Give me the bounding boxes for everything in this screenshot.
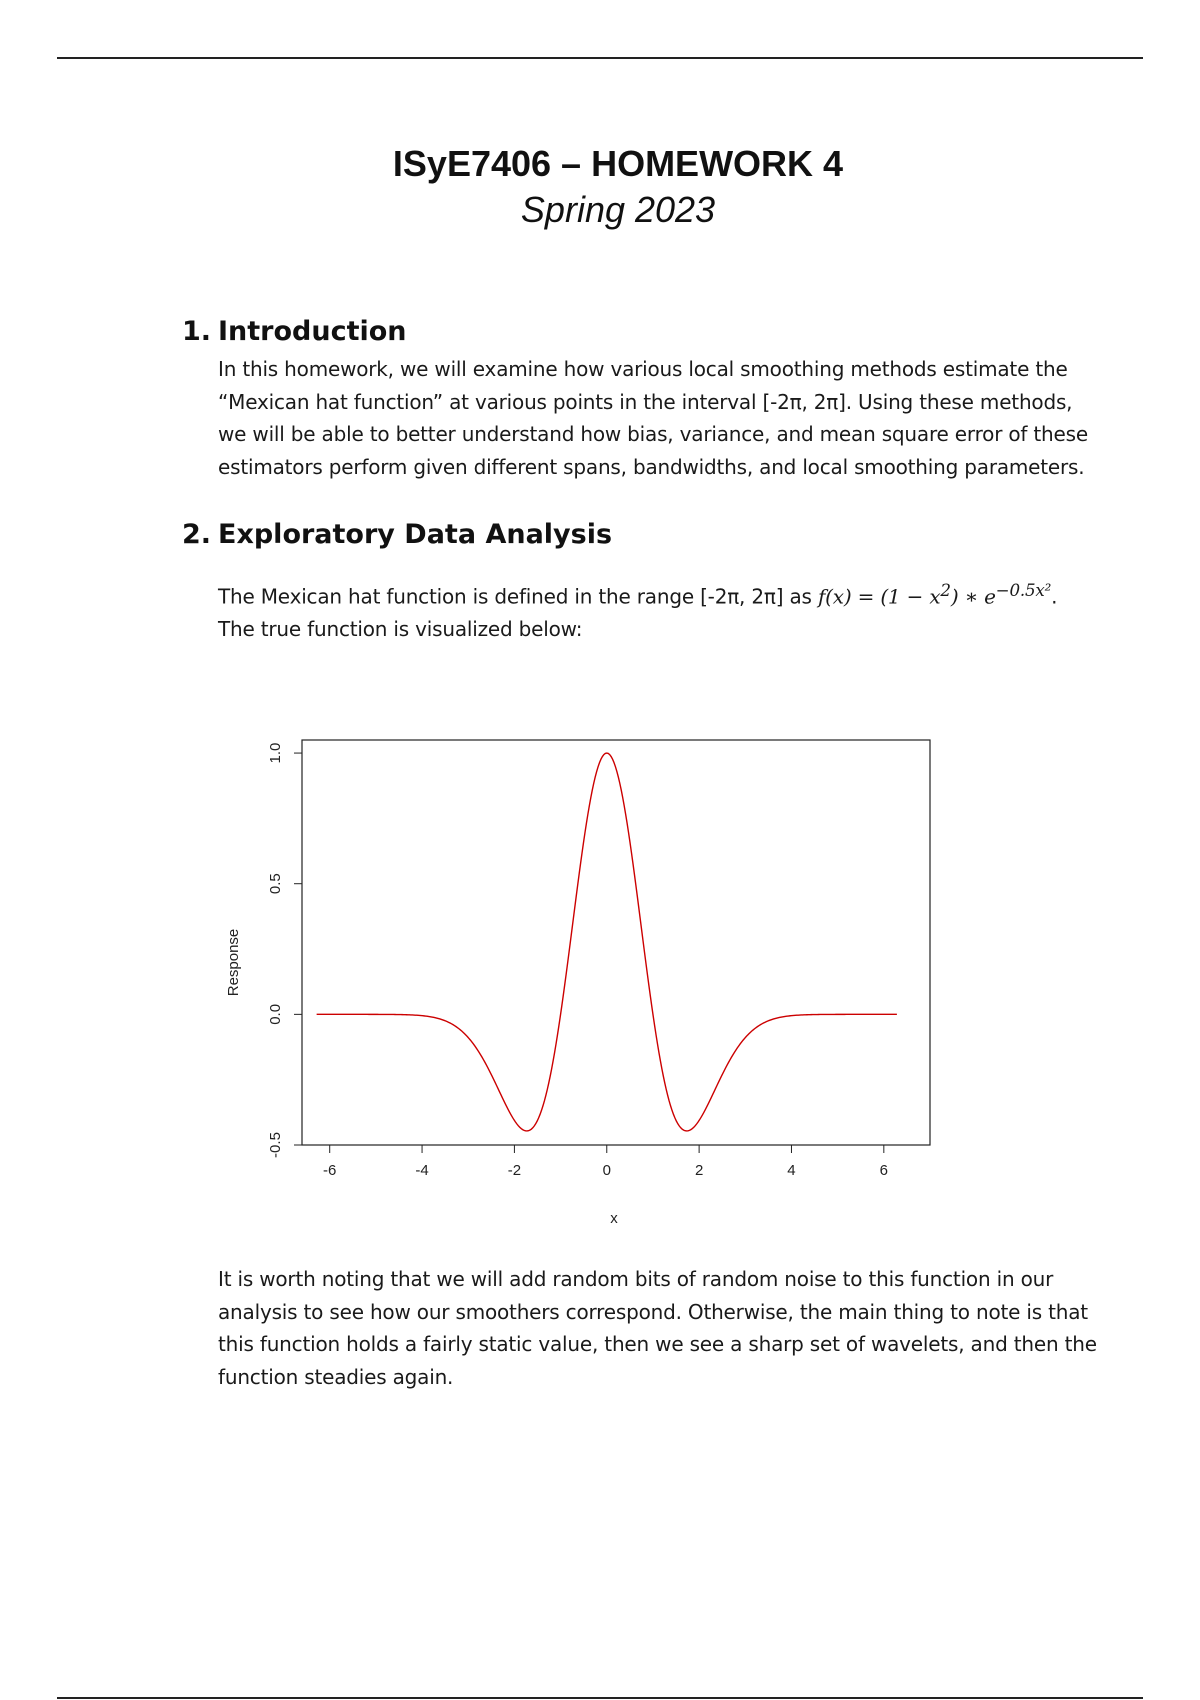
chart-svg	[210, 725, 950, 1245]
x-tick-label: 2	[694, 1162, 704, 1179]
y-tick-label: -0.5	[267, 1132, 284, 1158]
section-title: Introduction	[218, 316, 407, 347]
document-subtitle: Spring 2023	[520, 189, 716, 230]
introduction-paragraph	[218, 353, 1118, 483]
formula-prefix-text: The Mexican hat function is defined in the range [-2π, 2π] as	[218, 584, 818, 609]
eda-intro-paragraph	[218, 575, 1118, 646]
paragraph-line: this function holds a fairly static value, then we see a sharp set of wavelets, and then the	[218, 1332, 1097, 1356]
formula-square: 2	[940, 581, 951, 600]
formula-mid: (1 − x	[880, 584, 941, 609]
x-tick-label: -4	[415, 1162, 429, 1179]
paragraph-line: analysis to see how our smoothers correspond. Otherwise, the main thing to note is that	[218, 1299, 1088, 1324]
paragraph-line: we will be able to better understand how bias, variance, and mean square error of these	[218, 422, 1088, 446]
bottom-rule	[57, 1697, 1143, 1699]
y-tick-label: 0.0	[267, 1003, 284, 1025]
section-number: 1.	[182, 316, 212, 347]
formula-equals: =	[851, 584, 881, 609]
section-heading-introduction	[182, 315, 407, 349]
x-tick-label: 0	[602, 1162, 611, 1179]
paragraph-line: estimators perform given different spans, bandwidths, and local smoothing parameters.	[218, 454, 1085, 479]
y-axis-label: Response	[225, 928, 242, 997]
x-tick-label: -6	[323, 1162, 337, 1179]
formula-lhs: f(x)	[817, 584, 852, 609]
y-tick-label: 0.5	[267, 873, 284, 895]
series-line	[317, 753, 897, 1131]
top-rule	[57, 57, 1143, 59]
formula-end: .	[1051, 584, 1058, 609]
x-axis-label: x	[610, 1210, 618, 1227]
mexican-hat-chart	[210, 725, 950, 1245]
x-tick-label: 4	[787, 1162, 796, 1179]
section-heading-eda	[182, 518, 612, 552]
formula-line	[218, 575, 1118, 613]
section-number: 2.	[182, 519, 212, 550]
eda-after-chart-paragraph	[218, 1263, 1118, 1393]
section-title: Exploratory Data Analysis	[218, 519, 613, 550]
paragraph-line: The true function is visualized below:	[218, 617, 583, 642]
plot-frame	[302, 740, 930, 1145]
paragraph-line: It is worth noting that we will add random bits of random noise to this function in our	[218, 1267, 1054, 1291]
document-title: ISyE7406 – HOMEWORK 4	[392, 143, 844, 184]
y-tick-label: 1.0	[267, 742, 284, 764]
paragraph-line: In this homework, we will examine how various local smoothing methods estimate the	[218, 357, 1068, 381]
x-tick-label: 6	[879, 1162, 888, 1179]
formula-exponent: −0.5x²	[995, 581, 1052, 600]
paragraph-line: “Mexican hat function” at various points in the interval [-2π, 2π]. Using these methods,	[218, 389, 1073, 414]
paragraph-line: function steadies again.	[218, 1364, 454, 1389]
x-tick-label: -2	[507, 1162, 522, 1179]
formula-mid-end: ) ∗ e	[950, 584, 996, 609]
